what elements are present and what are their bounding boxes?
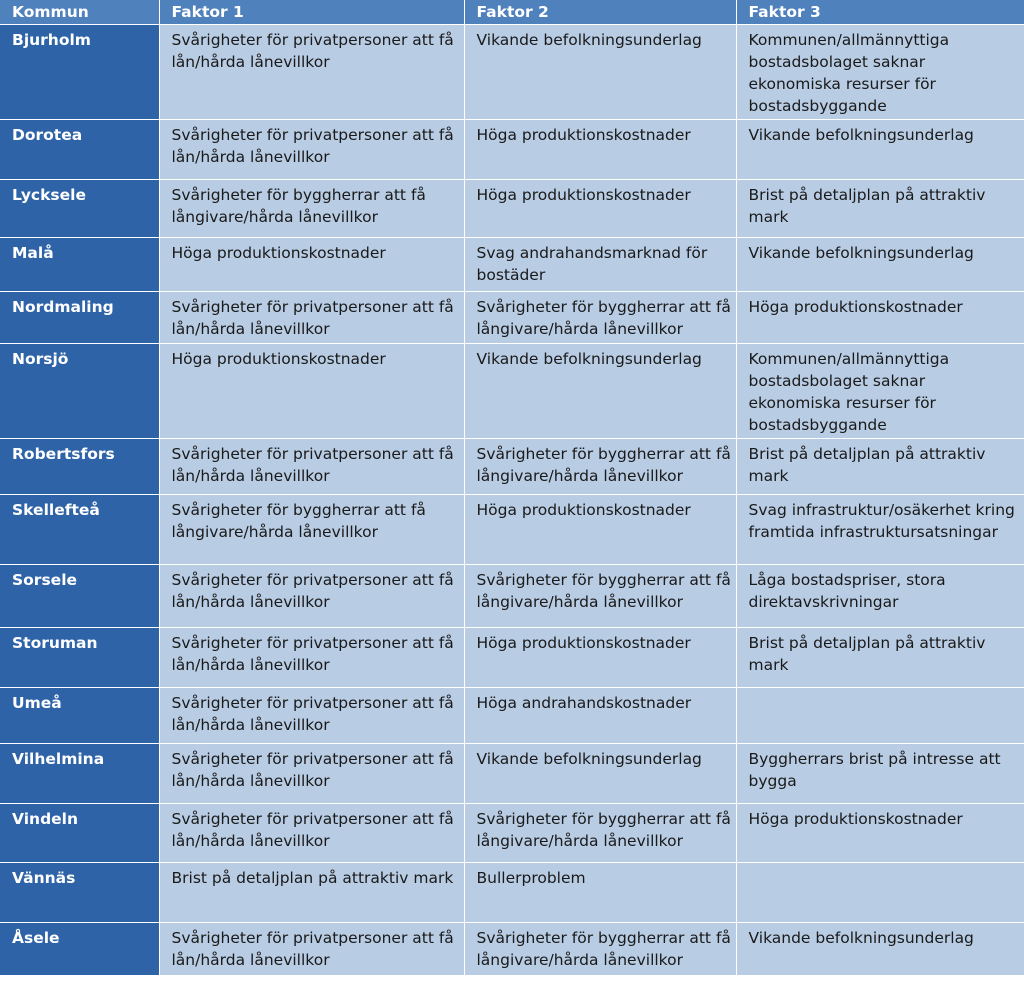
faktor-1-cell [159,119,464,179]
faktor-2-cell [464,179,736,237]
cell-text-line: bygga [748,771,797,790]
cell-text-line: lån/hårda lånevillkor [171,466,330,485]
cell-text-line: Höga produktionskostnader [171,243,386,262]
kommun-cell: Vilhelmina [0,743,159,803]
kommun-cell: Umeå [0,687,159,743]
cell-text-line: Svårigheter för byggherrar att få [476,809,731,828]
faktor-3-cell [736,564,1024,627]
cell-text-line: Höga produktionskostnader [748,297,963,316]
faktor-3-cell [736,743,1024,803]
cell-text-line: Svårigheter för privatpersoner att få [171,570,454,589]
faktor-2-cell [464,237,736,291]
cell-text-line: lån/hårda lånevillkor [171,771,330,790]
table-row [0,343,1024,438]
faktor-1-cell [159,687,464,743]
cell-text-line: Vikande befolkningsunderlag [476,749,702,768]
cell-text-line: Vikande befolkningsunderlag [476,30,702,49]
faktor-2-cell [464,343,736,438]
cell-text-line: Höga andrahandskostnader [476,693,692,712]
cell-text-line: Höga produktionskostnader [748,809,963,828]
cell-text-line: långivare/hårda lånevillkor [476,592,683,611]
cell-text-line: långivare/hårda lånevillkor [476,319,683,338]
cell-text-line: Svårigheter för privatpersoner att få [171,633,454,652]
cell-text-line: långivare/hårda lånevillkor [476,466,683,485]
faktor-2-cell [464,494,736,564]
cell-text-line: Bullerproblem [476,868,586,887]
cell-text-line: långivare/hårda lånevillkor [476,950,683,969]
cell-text-line: Svårigheter för privatpersoner att få [171,809,454,828]
table-row [0,24,1024,119]
cell-text-line: lån/hårda lånevillkor [171,319,330,338]
table-row [0,687,1024,743]
table-row [0,291,1024,343]
cell-text-line: Höga produktionskostnader [476,125,691,144]
kommun-cell: Åsele [0,922,159,975]
cell-text-line: Svårigheter för byggherrar att få [476,444,731,463]
cell-text-line: mark [748,466,789,485]
cell-text-line: bostadsbyggande [748,96,887,115]
cell-text-line: ekonomiska resurser för [748,393,936,412]
faktor-2-cell [464,862,736,922]
kommun-cell: Dorotea [0,119,159,179]
faktor-1-cell [159,803,464,862]
cell-text-line: Vikande befolkningsunderlag [748,928,974,947]
cell-text-line: långivare/hårda lånevillkor [171,207,378,226]
faktor-1-cell [159,438,464,494]
faktor-1-cell [159,743,464,803]
table-row [0,564,1024,627]
kommun-cell: Vännäs [0,862,159,922]
faktor-2-cell [464,564,736,627]
faktor-1-cell [159,24,464,119]
faktor-2-cell [464,291,736,343]
cell-text-line: Vikande befolkningsunderlag [476,349,702,368]
cell-text-line: lån/hårda lånevillkor [171,950,330,969]
faktor-3-cell [736,179,1024,237]
kommun-cell: Storuman [0,627,159,687]
faktor-3-cell [736,24,1024,119]
table-row [0,179,1024,237]
cell-text-line: långivare/hårda lånevillkor [476,831,683,850]
faktor-1-cell [159,627,464,687]
cell-text-line: Svårigheter för byggherrar att få [476,297,731,316]
kommun-cell: Sorsele [0,564,159,627]
kommun-cell: Robertsfors [0,438,159,494]
cell-text-line: Svårigheter för privatpersoner att få [171,749,454,768]
table-row [0,438,1024,494]
cell-text-line: långivare/hårda lånevillkor [171,522,378,541]
kommun-cell: Skellefteå [0,494,159,564]
cell-text-line: bostadsbolaget saknar [748,371,926,390]
table-row [0,119,1024,179]
table-header [0,0,1024,24]
cell-text-line: ekonomiska resurser för [748,74,936,93]
cell-text-line: bostadsbyggande [748,415,887,434]
cell-text-line: Vikande befolkningsunderlag [748,243,974,262]
cell-text-line: Svårigheter för byggherrar att få [171,185,426,204]
cell-text-line: Kommunen/allmännyttiga [748,349,950,368]
faktor-3-cell [736,291,1024,343]
kommun-cell: Norsjö [0,343,159,438]
header-faktor-2: Faktor 2 [464,0,736,24]
kommun-cell: Bjurholm [0,24,159,119]
table-row [0,494,1024,564]
table-row [0,862,1024,922]
cell-text-line: direktavskrivningar [748,592,899,611]
cell-text-line: lån/hårda lånevillkor [171,715,330,734]
faktor-3-cell [736,119,1024,179]
table-row [0,237,1024,291]
faktor-3-cell [736,343,1024,438]
faktor-1-cell [159,237,464,291]
table-row [0,743,1024,803]
faktor-3-cell [736,687,1024,743]
faktor-3-cell [736,237,1024,291]
cell-text-line: Brist på detaljplan på attraktiv [748,444,986,463]
cell-text-line: Brist på detaljplan på attraktiv mark [171,868,454,887]
cell-text-line: Vikande befolkningsunderlag [748,125,974,144]
kommun-cell: Vindeln [0,803,159,862]
cell-text-line: framtida infrastruktursatsningar [748,522,999,541]
faktor-1-cell [159,862,464,922]
cell-text-line: Brist på detaljplan på attraktiv [748,185,986,204]
cell-text-line: Svårigheter för privatpersoner att få [171,928,454,947]
faktor-1-cell [159,494,464,564]
table-body [0,24,1024,975]
header-faktor-3: Faktor 3 [736,0,1024,24]
cell-text-line: Svårigheter för privatpersoner att få [171,30,454,49]
cell-text-line: Svårigheter för byggherrar att få [476,570,731,589]
header-kommun: Kommun [0,0,159,24]
faktor-2-cell [464,687,736,743]
faktor-2-cell [464,438,736,494]
faktor-3-cell [736,438,1024,494]
header-faktor-1: Faktor 1 [159,0,464,24]
cell-text-line: lån/hårda lånevillkor [171,52,330,71]
faktor-1-cell [159,922,464,975]
cell-text-line: Höga produktionskostnader [476,500,691,519]
faktor-3-cell [736,862,1024,922]
cell-text-line: Svag infrastruktur/osäkerhet kring [748,500,1015,519]
cell-text-line: lån/hårda lånevillkor [171,831,330,850]
faktor-2-cell [464,803,736,862]
cell-text-line: lån/hårda lånevillkor [171,147,330,166]
cell-text-line: Svårigheter för privatpersoner att få [171,444,454,463]
cell-text-line: Brist på detaljplan på attraktiv [748,633,986,652]
cell-text-line: Svårigheter för privatpersoner att få [171,297,454,316]
faktor-1-cell [159,291,464,343]
cell-text-line: bostadsbolaget saknar [748,52,926,71]
cell-text-line: Höga produktionskostnader [476,185,691,204]
header-row [0,0,1024,24]
cell-text-line: Svårigheter för privatpersoner att få [171,125,454,144]
kommun-cell: Nordmaling [0,291,159,343]
faktor-1-cell [159,564,464,627]
cell-text-line: Byggherrars brist på intresse att [748,749,1001,768]
faktor-2-cell [464,119,736,179]
cell-text-line: Höga produktionskostnader [476,633,691,652]
faktor-3-cell [736,494,1024,564]
faktor-2-cell [464,24,736,119]
table-row [0,803,1024,862]
cell-text-line: Svag andrahandsmarknad för [476,243,708,262]
faktor-3-cell [736,627,1024,687]
faktor-2-cell [464,627,736,687]
faktor-1-cell [159,343,464,438]
table-row [0,627,1024,687]
faktor-3-cell [736,803,1024,862]
faktor-2-cell [464,922,736,975]
cell-text-line: bostäder [476,265,546,284]
cell-text-line: mark [748,207,789,226]
kommun-cell: Lycksele [0,179,159,237]
kommun-cell: Malå [0,237,159,291]
cell-text-line: Svårigheter för byggherrar att få [476,928,731,947]
cell-text-line: mark [748,655,789,674]
cell-text-line: Svårigheter för privatpersoner att få [171,693,454,712]
faktor-3-cell [736,922,1024,975]
faktor-2-cell [464,743,736,803]
cell-text-line: Svårigheter för byggherrar att få [171,500,426,519]
cell-text-line: lån/hårda lånevillkor [171,592,330,611]
cell-text-line: Låga bostadspriser, stora [748,570,946,589]
cell-text-line: Höga produktionskostnader [171,349,386,368]
table-row [0,922,1024,975]
faktor-1-cell [159,179,464,237]
cell-text-line: lån/hårda lånevillkor [171,655,330,674]
cell-text-line: Kommunen/allmännyttiga [748,30,950,49]
